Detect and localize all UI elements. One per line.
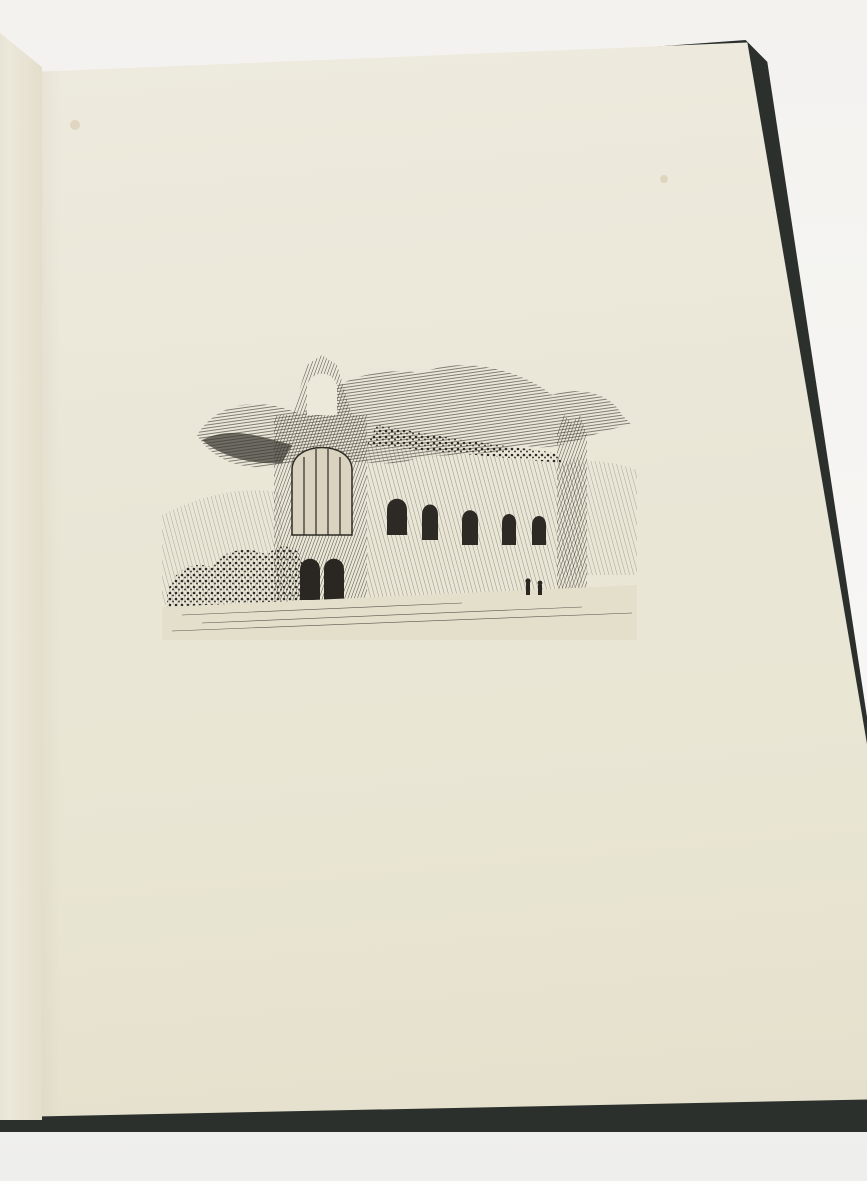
abbey-engraving <box>162 345 637 640</box>
previous-leaf-curl <box>0 0 42 1120</box>
foxing-spot <box>660 175 668 183</box>
foxing-spot <box>70 120 80 130</box>
